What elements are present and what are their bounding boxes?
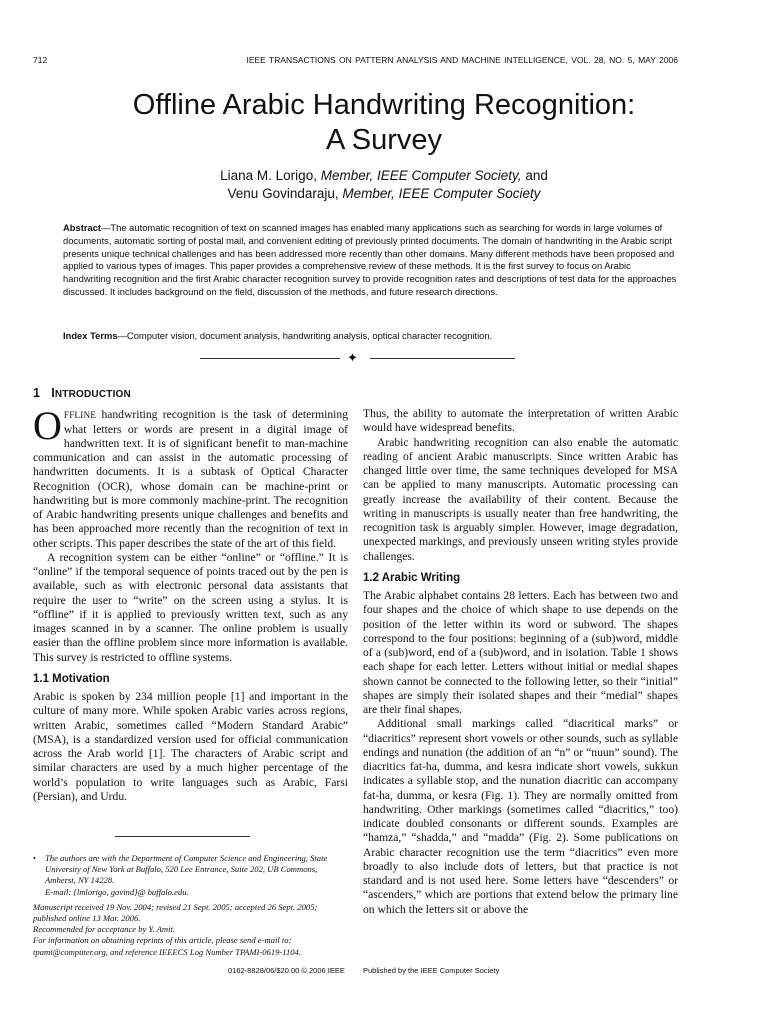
left-column xyxy=(33,386,348,804)
footnote-recommended: Recommended for acceptance by Y. Amit. xyxy=(33,924,175,935)
page-number: 712 xyxy=(33,55,48,65)
intro-paragraph-1 xyxy=(33,403,348,551)
abstract xyxy=(63,222,680,299)
intro-paragraph-2: A recognition system can be either “online” or “offline.” It is “online” if the temporal sequence of points traced out by the pen is available, such as with electronic personal data assistants that require the user to “write” on the screen using a stylus. It is “offline” if it is applied to previously written text, such as any images scanned in by a scanner. The online problem is usually easier than the offline problem since more information is available. This survey is restricted to offline systems. xyxy=(33,550,348,664)
intro-p1-text: handwriting recognition is the task of determining what letters or words are present in a digital image of handwritten text. It is of significant benefit to man-machine communication and can assist in the automatic processing of handwritten documents. It is a subtask of Optical Character Recognition (OCR), whose domain can be machine-print or handwriting but is more commonly machine-print. The recognition of Arabic handwriting presents unique challenges and benefits and has been approached more recently than the recognition of text in other scripts. This paper describes the state of the art of this field. xyxy=(33,408,348,550)
footnotes xyxy=(33,853,348,958)
index-terms-label: Index Terms xyxy=(63,330,118,341)
footnote-reprints: For information on obtaining reprints of this article, please send e-mail to: tpami@computer.org, and reference IEEECS Log Number TPAMI-0619-1104. xyxy=(33,935,301,957)
arabic-writing-paragraph-2: Additional small markings called “diacritical marks” or “diacritics” represent short vowels or other sounds, such as syllable endings and nunation (the addition of an “n” or “nuun” sound). The diacritics fat-ha, dumma, and kesra indicate short vowels, sukkun indicates a syllable stop, and the nunation diacritic can accompany fat-ha, dumma, or kesra (Fig. 1). They are normally omitted from handwriting. Other markings (sometimes called “diacritics,” too) indicate doubled consonants or different sounds. Examples are “hamza,” “shadda,” and “madda” (Fig. 2). Some publications on Arabic character recognition use the term “diacritics” even more broadly to also include dots of letters, but that practice is not standard and is not used here. Some letters have “descenders” or “ascenders,” which are portions that extend below the primary line on which the letters sit or above the xyxy=(363,717,678,916)
section-1-number: 1 xyxy=(33,386,41,400)
author-1-affiliation: Member, IEEE Computer Society, xyxy=(320,168,522,183)
footnote-authors-text: The authors are with the Department of Computer Science and Engineering, State University of New York at Buffalo, 520 Lee Entrance, Suite 202, UB Commons, Amherst, NY 14228. xyxy=(45,853,328,886)
section-1-heading xyxy=(33,386,348,402)
right-paragraph-2: Arabic handwriting recognition can also enable the automatic reading of ancient Arabic manuscripts. Since written Arabic has changed little over time, the same techniques developed for MSA can be applied to many manuscripts. Automatic processing can greatly increase the availability of their content. Because the writing in manuscripts is usually neater than free handwriting, the recognition task is arguably simpler. However, image degradation, unexpected markings, and previously unseen writing styles provide challenges. xyxy=(363,435,678,563)
author-1-name: Liana M. Lorigo, xyxy=(220,168,317,183)
title-line-1: Offline Arabic Handwriting Recognition: xyxy=(132,89,636,121)
footnote-bullet-icon: • xyxy=(33,853,37,863)
drop-cap: O xyxy=(33,403,62,449)
intro-smallcaps: FFLINE xyxy=(63,410,97,421)
journal-header: IEEE TRANSACTIONS ON PATTERN ANALYSIS AND MACHINE INTELLIGENCE, VOL. 28, NO. 5, MAY 2006 xyxy=(246,55,678,65)
paper-title xyxy=(0,88,768,158)
author-1-tail: and xyxy=(525,168,548,183)
footnote-affiliation xyxy=(33,853,348,898)
abstract-text: —The automatic recognition of text on scanned images has enabled many applications such as searching for words in large volumes of documents, automatic sorting of postal mail, and convenient editing of previously printed documents. The domain of handwriting in the Arabic script presents unique technical challenges and has been addressed more recently than other domains. Many different methods have been proposed and applied to various types of images. This paper provides a comprehensive review of these methods. It is the first survey to focus on Arabic handwriting recognition and the first Arabic character recognition survey to provide recognition rates and descriptions of test data for the approaches discussed. It includes background on the field, discussion of the methods, and future research directions. xyxy=(63,222,677,297)
section-1-2-heading: 1.2 Arabic Writing xyxy=(363,571,461,584)
section-1-title-initial: I xyxy=(51,386,55,400)
author-list xyxy=(0,167,768,203)
arabic-writing-paragraph-1: The Arabic alphabet contains 28 letters. Each has between two and four shapes and the choice of which shape to use depends on the position of the letter within its word or subword. The shapes correspond to the four positions: beginning of a (sub)word, middle of a (sub)word, end of a (sub)word, and in isolation. Table 1 shows each shape for each letter. Letters without initial or medial shapes shown cannot be connected to the following letter, so their “initial” shapes are simply their isolated shapes and their “medial” shapes are their final shapes. xyxy=(363,589,678,716)
motivation-paragraph: Arabic is spoken by 234 million people [1] and important in the culture of many more. While spoken Arabic varies across regions, written Arabic, sometimes called “Modern Standard Arabic” (MSA), is a standardized version used for official communication across the Arab world [1]. The characters of Arabic script and similar characters are used by a much higher percentage of the world’s population to write languages such as Arabic, Farsi (Persian), and Urdu. xyxy=(33,690,348,803)
author-2-affiliation: Member, IEEE Computer Society xyxy=(342,186,541,201)
index-terms-text: —Computer vision, document analysis, handwriting analysis, optical character recognition. xyxy=(117,330,493,341)
separator-rule-left xyxy=(200,358,340,359)
copyright-line: 0162-8828/06/$20.00 © 2006 IEEE xyxy=(228,966,345,975)
abstract-label: Abstract xyxy=(63,222,102,233)
right-column xyxy=(363,407,678,917)
right-paragraph-1: Thus, the ability to automate the interpretation of written Arabic would have widespread benefits. xyxy=(363,407,678,435)
footnote-rule xyxy=(115,836,250,837)
title-line-2: A Survey xyxy=(325,124,443,156)
separator-rule-right xyxy=(370,358,515,359)
section-1-title-rest: NTRODUCTION xyxy=(54,389,131,400)
author-2-name: Venu Govindaraju, xyxy=(227,186,339,201)
index-terms xyxy=(63,330,680,343)
footnote-email: E-mail: {lmlorigo, govind}@ buffalo.edu. xyxy=(45,886,189,897)
section-1-1-heading: 1.1 Motivation xyxy=(33,672,110,685)
footnote-received: Manuscript received 19 Nov. 2004; revised 21 Sept. 2005; accepted 26 Sept. 2005; published online 13 Mar. 2006. xyxy=(33,901,318,924)
separator-diamond-icon: ✦ xyxy=(347,350,358,365)
publisher-line: Published by the IEEE Computer Society xyxy=(363,966,500,975)
